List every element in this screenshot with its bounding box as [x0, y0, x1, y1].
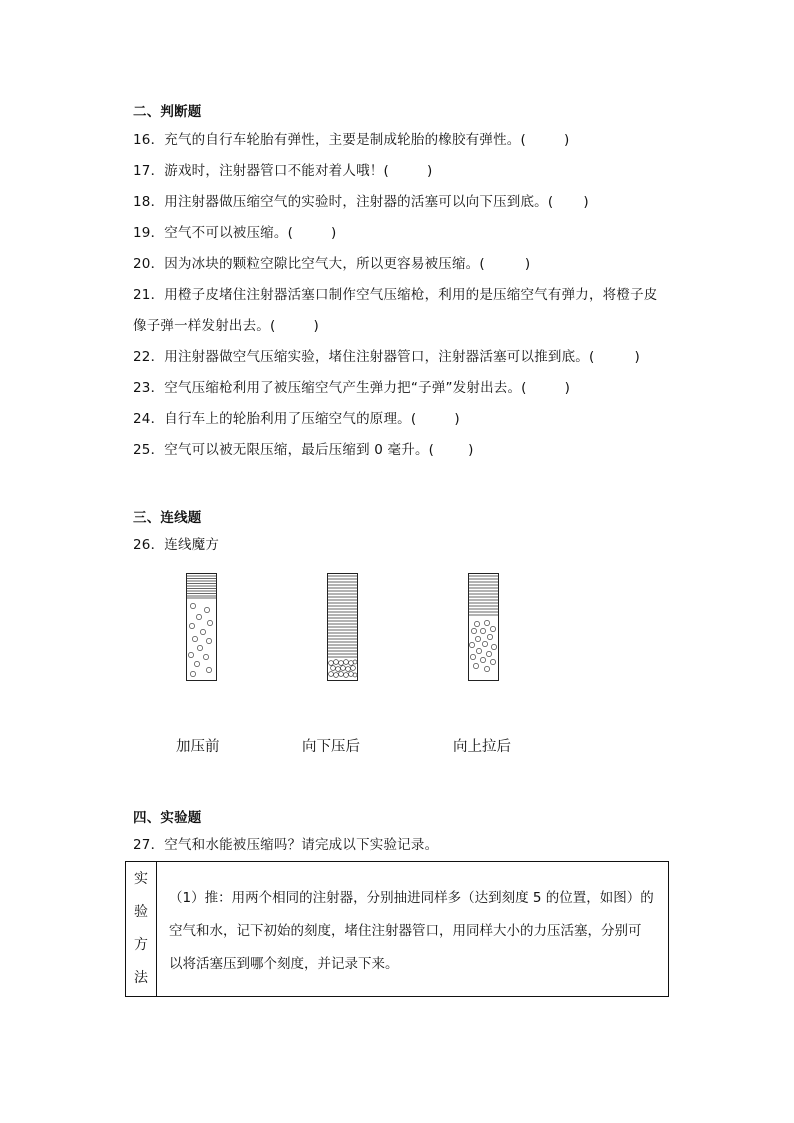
experiment-record-table: [125, 861, 669, 997]
blank-close: ): [524, 256, 531, 272]
question-text: 21．用橙子皮堵住注射器活塞口制作空气压缩枪，利用的是压缩空气有弹力，将橙子皮: [133, 287, 658, 303]
question-26: 26．连线魔方: [133, 537, 220, 553]
question-24: [133, 409, 460, 429]
question-21: [133, 285, 657, 305]
question-text: 22．用注射器做空气压缩实验，堵住注射器管口，注射器活塞可以推到底。(: [133, 349, 595, 365]
blank-close: ): [564, 380, 571, 396]
caption-pulled-up: 向上拉后: [453, 739, 511, 755]
blank-close: ): [313, 318, 319, 334]
method-label-char: 法: [134, 970, 148, 986]
question-text: 19．空气不可以被压缩。(: [133, 225, 294, 241]
syringe-before-pressure: [185, 573, 219, 683]
question-text: 25．空气可以被无限压缩，最后压缩到 0 毫升。(: [133, 442, 435, 458]
question-text: 20．因为冰块的颗粒空隙比空气大，所以更容易被压缩。(: [133, 256, 485, 272]
blank-close: ): [426, 163, 433, 179]
blank-close: ): [331, 225, 337, 241]
question-23: [133, 378, 570, 398]
question-18: [133, 192, 589, 212]
question-text: 23．空气压缩枪利用了被压缩空气产生弹力把“子弹”发射出去。(: [133, 380, 527, 396]
method-label-cell: [126, 862, 157, 997]
blank-close: ): [563, 132, 570, 148]
method-label-char: 方: [134, 937, 148, 953]
method-label-char: 实: [134, 871, 148, 887]
section-heading-match: 三、连线题: [133, 510, 202, 526]
method-label-char: 验: [134, 904, 148, 920]
blank-close: ): [634, 349, 640, 365]
question-19: [133, 223, 337, 243]
blank-close: ): [583, 194, 589, 210]
question-text: 17．游戏时，注射器管口不能对着人哦！(: [133, 163, 389, 179]
question-25: [133, 440, 474, 460]
section-heading-judge: 二、判断题: [133, 104, 202, 120]
question-16: [133, 130, 569, 150]
question-text: 18．用注射器做压缩空气的实验时，注射器的活塞可以向下压到底。(: [133, 194, 554, 210]
method-text-line: （1）推：用两个相同的注射器，分别抽进同样多（达到刻度 5 的位置，如图）的: [169, 890, 654, 906]
method-text-line: 空气和水，记下初始的刻度，堵住注射器管口，用同样大小的力压活塞，分别可: [169, 923, 642, 939]
syringe-pulled-up: [467, 573, 501, 683]
question-22: [133, 347, 640, 367]
question-text: 16．充气的自行车轮胎有弹性，主要是制成轮胎的橡胶有弹性。(: [133, 132, 526, 148]
method-text-line: 以将活塞压到哪个刻度，并记录下来。: [169, 956, 399, 972]
caption-pressed-down: 向下压后: [302, 739, 360, 755]
method-content-cell: [157, 862, 669, 997]
question-17: [133, 161, 432, 181]
section-heading-experiment: 四、实验题: [133, 810, 202, 826]
caption-before-pressure: 加压前: [176, 739, 220, 755]
question-text: 24．自行车上的轮胎利用了压缩空气的原理。(: [133, 411, 417, 427]
table-row: [126, 862, 669, 997]
question-text: 像子弹一样发射出去。(: [133, 318, 276, 334]
syringe-pressed-down: [326, 573, 360, 683]
question-21-cont: [133, 316, 319, 336]
blank-close: ): [454, 411, 460, 427]
question-27: 27．空气和水能被压缩吗？请完成以下实验记录。: [133, 837, 439, 853]
question-20: [133, 254, 530, 274]
blank-close: ): [468, 442, 474, 458]
